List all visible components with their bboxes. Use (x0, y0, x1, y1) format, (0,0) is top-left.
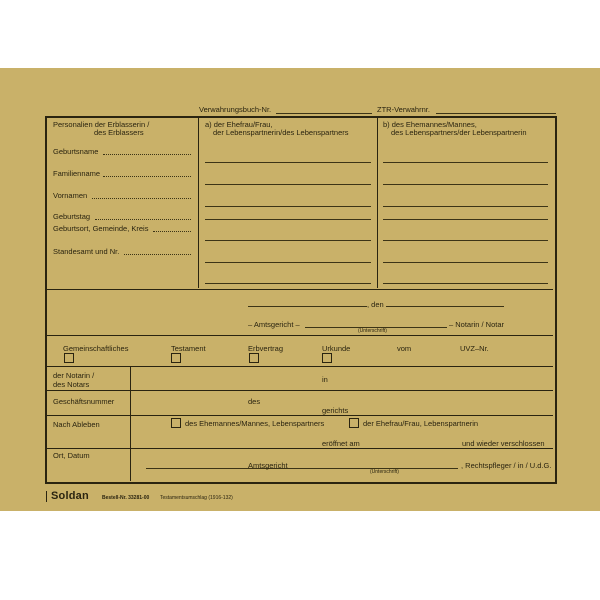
unterschrift-row-label: (Unterschrift) (370, 469, 399, 475)
geschaeftsnummer-label: Geschäftsnummer (53, 397, 115, 406)
col3-title-2: des Lebenspartners/der Lebenspartnerin (391, 128, 527, 137)
geburtsname-field[interactable] (103, 154, 191, 155)
form-description: Testamentsumschlag (1916-132) (160, 495, 233, 501)
urkunde-checkbox[interactable] (322, 353, 332, 363)
label-col-divider (130, 366, 131, 481)
den-label: , den (367, 300, 384, 309)
geburtsort-label: Geburtsort, Gemeinde, Kreis (53, 224, 149, 233)
col1-title-2: des Erblassers (94, 128, 144, 137)
col3-line[interactable] (383, 184, 548, 185)
divider-types (47, 366, 553, 367)
ehemannes-checkbox[interactable] (171, 418, 181, 428)
gerichts-label: gerichts (322, 406, 349, 415)
eroeffnet-label: eröffnet am (322, 439, 360, 448)
nach-ableben-label: Nach Ableben (53, 420, 100, 429)
geburtstag-field[interactable] (95, 219, 191, 220)
vornamen-label: Vornamen (53, 191, 88, 200)
unterschrift-label: (Unterschrift) (358, 328, 387, 334)
ehefrau-label: der Ehefrau/Frau, Lebenspartnerin (363, 419, 479, 428)
ztr-field[interactable] (436, 113, 556, 114)
testament-label: Testament (171, 344, 206, 353)
vornamen-field[interactable] (92, 198, 191, 199)
col2-title-2: der Lebenspartnerin/des Lebenspartners (213, 128, 349, 137)
soldan-logo: Soldan (51, 490, 89, 502)
col2-line[interactable] (205, 283, 371, 284)
form-frame (45, 116, 557, 484)
gemeinschaftliches-checkbox[interactable] (64, 353, 74, 363)
divider-notarin (47, 390, 553, 391)
ztr-label: ZTR-Verwahrnr. (377, 105, 430, 114)
verwahrungsbuch-label: Verwahrungsbuch-Nr. (199, 105, 272, 114)
order-number: Bestell-Nr. 33281-00 (102, 495, 150, 501)
ehefrau-checkbox[interactable] (349, 418, 359, 428)
col3-title-1: b) des Ehemannes/Mannes, (383, 120, 477, 129)
familienname-label: Familienname (53, 169, 101, 178)
divider-ableben (47, 448, 553, 449)
rechtspfleger-label: , Rechtspfleger / in / U.d.G. (461, 461, 552, 470)
in-label: in (322, 375, 328, 384)
col2-line[interactable] (205, 219, 371, 220)
divider-notary (47, 335, 553, 336)
standesamt-label: Standesamt und Nr. (53, 247, 120, 256)
verschlossen-label: und wieder verschlossen (462, 439, 545, 448)
col2-line[interactable] (205, 206, 371, 207)
uvz-label: UVZ–Nr. (460, 344, 489, 353)
amtsgericht-label: – Amtsgericht – (248, 320, 300, 329)
familienname-field[interactable] (103, 176, 191, 177)
gemeinschaftliches-label: Gemeinschaftliches (63, 344, 129, 353)
brand-bar (46, 491, 47, 502)
des-label: des (248, 397, 261, 406)
col3-line[interactable] (383, 262, 548, 263)
verwahrungsbuch-field[interactable] (276, 113, 372, 114)
geburtsname-label: Geburtsname (53, 147, 99, 156)
col2-line[interactable] (205, 240, 371, 241)
notarin-row-label-2: des Notars (53, 380, 90, 389)
date-field[interactable] (386, 306, 504, 307)
ehemannes-label: des Ehemannes/Mannes, Lebenspartners (185, 419, 325, 428)
col1-title-1: Personalien der Erblasserin / (53, 120, 150, 129)
col3-line[interactable] (383, 283, 548, 284)
vom-label: vom (397, 344, 412, 353)
col2-line[interactable] (205, 162, 371, 163)
col2-line[interactable] (205, 184, 371, 185)
col3-line[interactable] (383, 219, 548, 220)
ort-datum-field[interactable] (146, 468, 458, 469)
divider-geschaeft (47, 415, 553, 416)
geburtstag-label: Geburtstag (53, 212, 91, 221)
notarin-row-label-1: der Notarin / (53, 371, 95, 380)
geburtsort-field[interactable] (153, 231, 191, 232)
col-divider-2 (377, 118, 378, 288)
amtsgericht-row-label: Amtsgericht (248, 461, 288, 470)
col3-line[interactable] (383, 240, 548, 241)
place-field[interactable] (248, 306, 367, 307)
col3-line[interactable] (383, 162, 548, 163)
col2-line[interactable] (205, 262, 371, 263)
col3-line[interactable] (383, 206, 548, 207)
envelope-card (0, 68, 600, 511)
notarin-label: – Notarin / Notar (449, 320, 505, 329)
standesamt-field[interactable] (124, 254, 191, 255)
urkunde-label: Urkunde (322, 344, 351, 353)
divider-top (47, 289, 553, 290)
testament-checkbox[interactable] (171, 353, 181, 363)
erbvertrag-checkbox[interactable] (249, 353, 259, 363)
col2-title-1: a) der Ehefrau/Frau, (205, 120, 273, 129)
col-divider-1 (198, 118, 199, 288)
erbvertrag-label: Erbvertrag (248, 344, 284, 353)
ort-datum-label: Ort, Datum (53, 451, 90, 460)
